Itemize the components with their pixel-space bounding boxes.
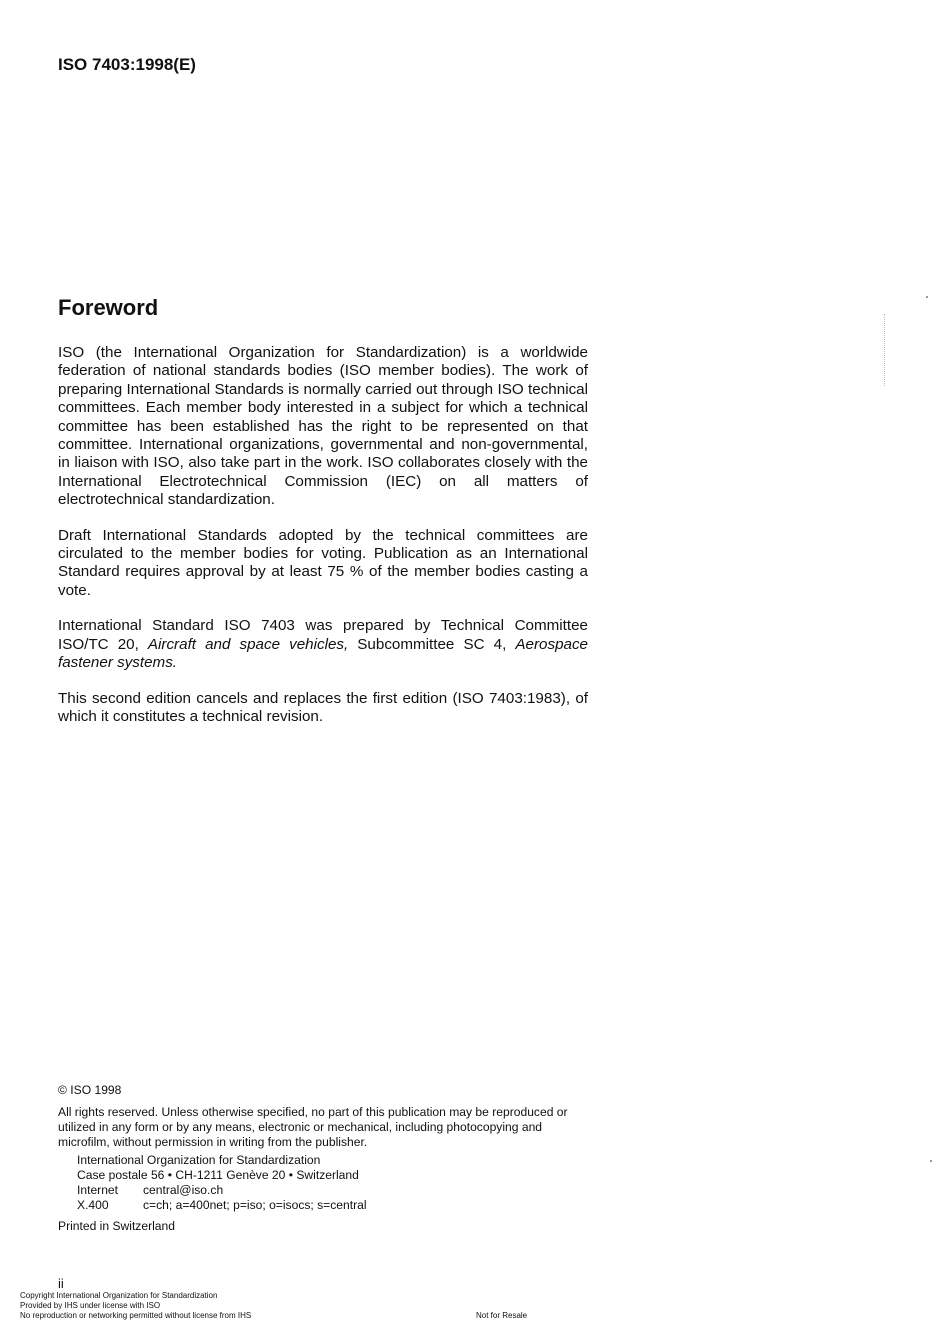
license-line-1: Copyright International Organization for Standardization [20, 1291, 218, 1300]
preparation-text-2: Subcommittee SC 4, [348, 635, 516, 653]
foreword-body [58, 344, 588, 743]
internet-label: Internet [77, 1183, 119, 1197]
scan-artifact-dot [930, 1160, 932, 1162]
document-code: ISO 7403:1998(E) [58, 55, 196, 74]
postal-address: Case postale 56 • CH-1211 Genève 20 • Switzerland [77, 1168, 359, 1182]
rights-reserved-text: All rights reserved. Unless otherwise specified, no part of this publication may be reproduced or utilized in any form or by any means, electronic or mechanical, including photocopying and microfilm, without permission in writing from the publisher. [58, 1105, 568, 1149]
internet-row [77, 1183, 593, 1198]
address-block [77, 1153, 593, 1213]
internet-value: central@iso.ch [143, 1183, 224, 1197]
license-line-3: No reproduction or networking permitted without license from IHS [20, 1310, 252, 1320]
not-for-resale: Not for Resale [476, 1311, 528, 1320]
paragraph-iso-intro: ISO (the International Organization for Standardization) is a worldwide federation of national standards bodies (ISO member bodies). The work of preparing International Standards is normally carried out through ISO technical committees. Each member body interested in a subject for which a technical committee has been established has the right to be represented on that committee. International organizations, governmental and non-governmental, in liaison with ISO, also take part in the work. ISO collaborates closely with the International Electrotechnical Commission (IEC) on all matters of electrotechnical standardization. [58, 344, 588, 509]
scan-artifact-dot [926, 296, 928, 298]
preparation-text-1: International Standard ISO 7403 was prepared by Technical Committee ISO/TC 20, [58, 617, 588, 653]
subcommittee-title: Aerospace fastener systems. [58, 635, 588, 672]
license-line-2: Provided by IHS under license with ISO [20, 1300, 161, 1310]
page-title: Foreword [58, 295, 159, 320]
printed-in: Printed in Switzerland [58, 1219, 175, 1233]
paragraph-preparation [58, 617, 588, 672]
license-notice [20, 1291, 251, 1320]
paragraph-draft-standards: Draft International Standards adopted by the technical committees are circulated to the member bodies for voting. Publication as an International Standard requires approval by at least 75 % of the member bodies casting a vote. [58, 526, 588, 599]
x400-value: c=ch; a=400net; p=iso; o=isocs; s=central [143, 1198, 367, 1212]
copyright-block [58, 1083, 593, 1234]
x400-label: X.400 [77, 1198, 109, 1212]
copyright-line: © ISO 1998 [58, 1083, 122, 1097]
organization-name: International Organization for Standardization [77, 1153, 321, 1167]
committee-title: Aircraft and space vehicles, [147, 635, 349, 653]
x400-row [77, 1198, 593, 1213]
page-number: ii [58, 1276, 64, 1291]
paragraph-edition: This second edition cancels and replaces the first edition (ISO 7403:1983), of which it constitutes a technical revision. [58, 689, 588, 725]
scan-artifact-line [884, 314, 886, 386]
